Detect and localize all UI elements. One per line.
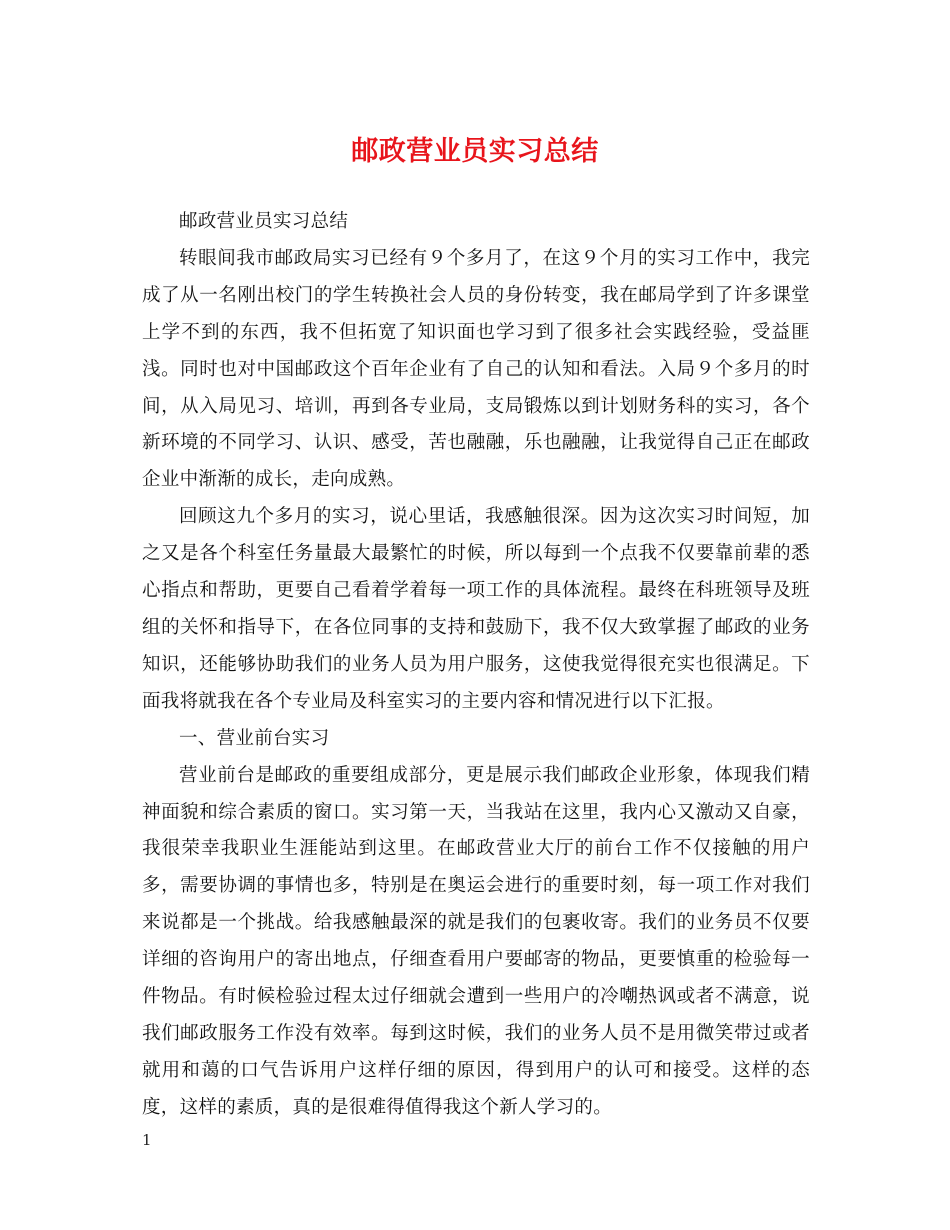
paragraph-subtitle: 邮政营业员实习总结 bbox=[179, 211, 349, 232]
page-number: 1 bbox=[142, 1131, 152, 1149]
paragraph-review: 回顾这九个多月的实习，说心里话，我感触很深。因为这次实习时间短，加之又是各个科室任务量最大最繁忙的时候，所以每到一个点我不仅要靠前辈的悉心指点和帮助，更要自己看着学着每一项工作的具体流程。最终在科班领导及班组的关怀和指导下，在各位同事的支持和鼓励下，我不仅大致掌握了邮政的业务知识，还能够协助我们的业务人员为用户服务，这使我觉得很充实也很满足。下面我将就我在各个专业局及科室实习的主要内容和情况进行以下汇报。 bbox=[142, 506, 810, 712]
section-heading-front-desk: 一、营业前台实习 bbox=[179, 727, 330, 749]
paragraph-intro: 转眼间我市邮政局实习已经有９个多月了，在这９个月的实习工作中，我完成了从一名刚出校门的学生转换社会人员的身份转变，我在邮局学到了许多课堂上学不到的东西，我不但拓宽了知识面也学习到了很多社会实践经验，受益匪浅。同时也对中国邮政这个百年企业有了自己的认知和看法。入局９个多月的时间，从入局见习、培训，再到各专业局，支局锻炼以到计划财务科的实习，各个新环境的不同学习、认识、感受，苦也融融，乐也融融，让我觉得自己正在邮政企业中渐渐的成长，走向成熟。 bbox=[142, 247, 810, 491]
paragraph-front-desk: 营业前台是邮政的重要组成部分，更是展示我们邮政企业形象，体现我们精神面貌和综合素质的窗口。实习第一天，当我站在这里，我内心又激动又自豪，我很荣幸我职业生涯能站到这里。在邮政营业大厅的前台工作不仅接触的用户多，需要协调的事情也多，特别是在奥运会进行的重要时刻，每一项工作对我们来说都是一个挑战。给我感触最深的就是我们的包裹收寄。我们的业务员不仅要详细的咨询用户的寄出地点，仔细查看用户要邮寄的物品，更要慎重的检验每一件物品。有时候检验过程太过仔细就会遭到一些用户的冷嘲热讽或者不满意，说我们邮政服务工作没有效率。每到这时候，我们的业务人员不是用微笑带过或者就用和蔼的口气告诉用户这样仔细的原因，得到用户的认可和接受。这样的态度，这样的素质，真的是很难得值得我这个新人学习的。 bbox=[142, 764, 810, 1118]
document-body bbox=[142, 204, 810, 1127]
document-title: 邮政营业员实习总结 bbox=[351, 136, 599, 167]
